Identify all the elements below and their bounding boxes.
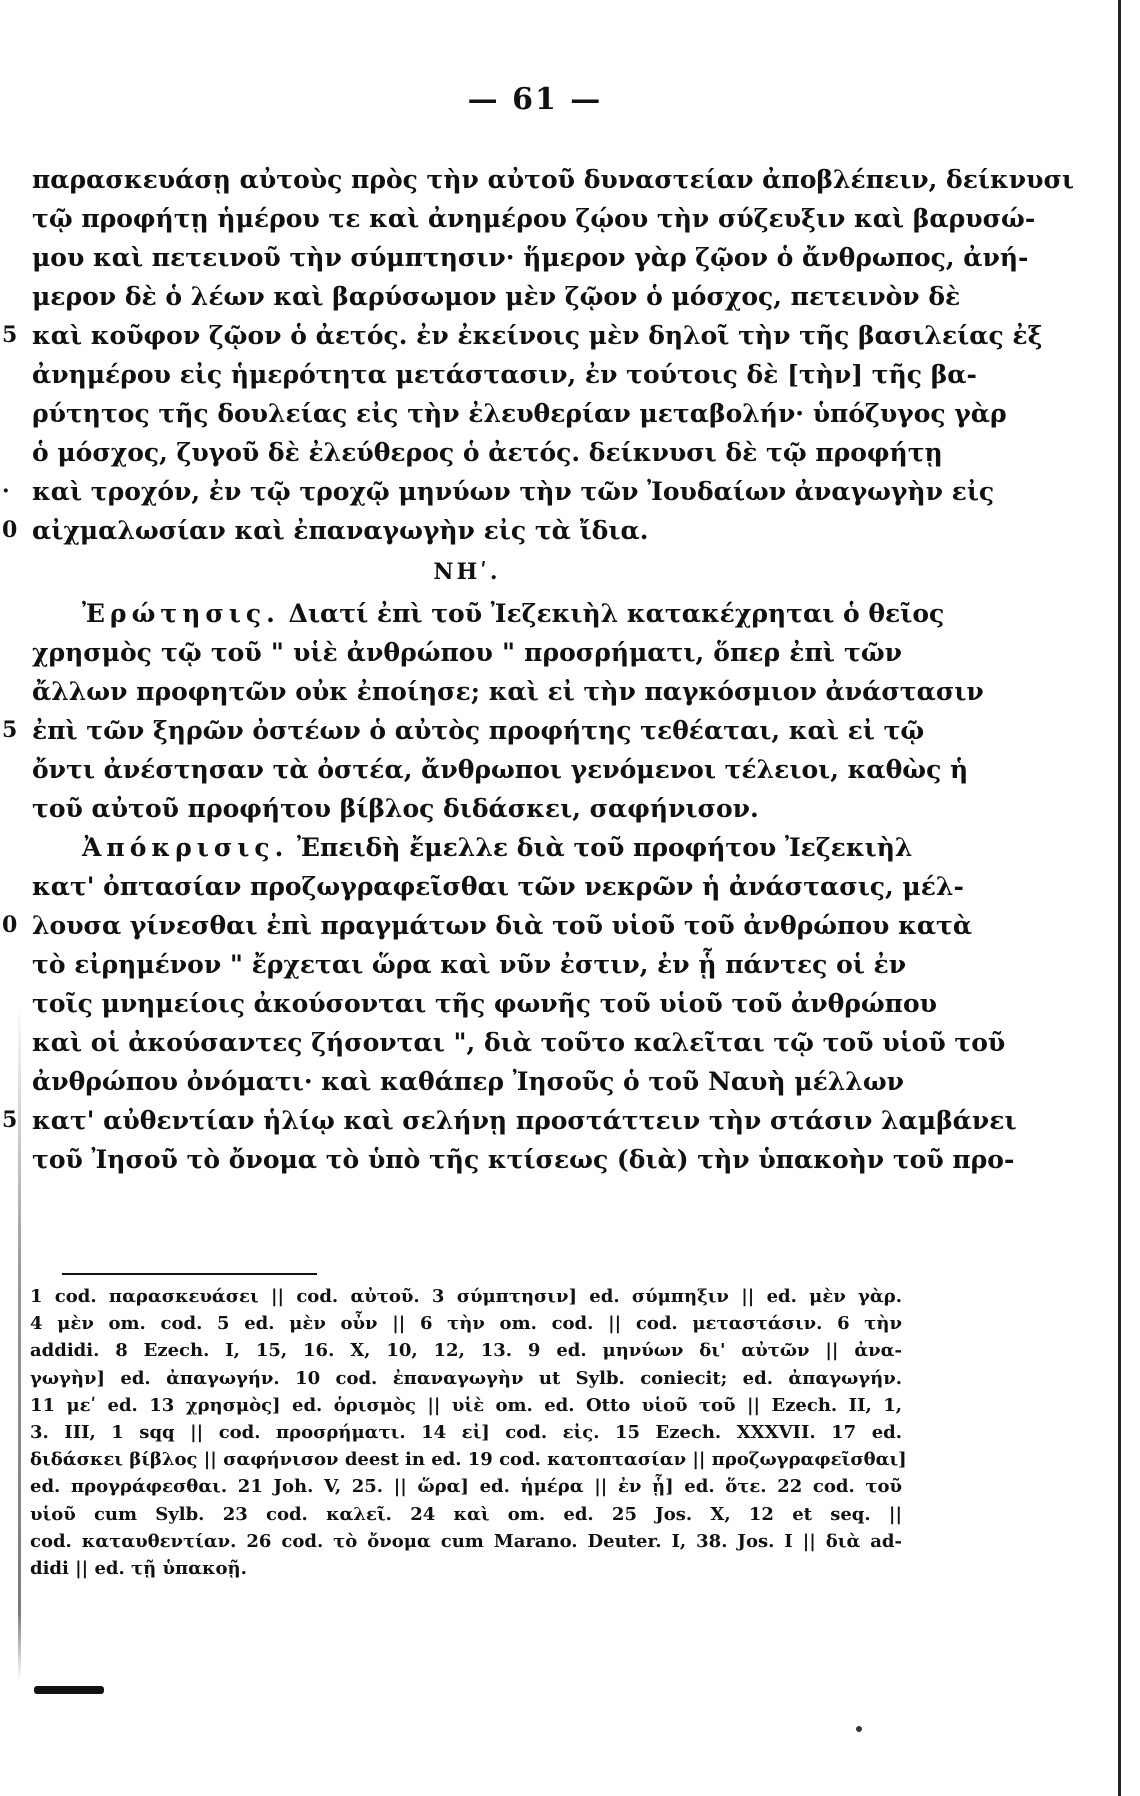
question-label: Ἐρώτησις. [82,599,280,628]
question-line [32,633,902,672]
scan-ink-mark [34,1686,104,1694]
footnote-line: 1 cod. παρασκευάσει || cod. αὐτοῦ. 3 σύμπτησιν] ed. σύμπηξιν || ed. μὲν γὰρ. [30,1286,902,1307]
answer-label: Ἀπόκρισις. [82,833,289,862]
body-line [2,511,902,550]
footnote-line: 3. III, 1 sqq || cod. προσρήματι. 14 εἰ] cod. εἰς. 15 Ezech. XXXVII. 17 ed. [30,1421,902,1443]
body-line-text: ἀνημέρου εἰς ἡμερότητα μετάστασιν, ἐν τούτοις δὲ [τὴν] τῆς βα- [32,360,977,389]
body-line-text: τῷ προφήτῃ ἡμέρου τε καὶ ἀνημέρου ζῴου τὴν σύζευξιν καὶ βαρυσώ- [32,204,1036,233]
answer-line-text: τοῦ Ἰησοῦ τὸ ὄνομα τὸ ὑπὸ τῆς κτίσεως (διὰ) τὴν ὑπακοὴν τοῦ προ- [32,1145,1015,1174]
answer-line-text: τὸ εἰρημένον " ἔρχεται ὥρα καὶ νῦν ἐστιν, ἐν ᾗ πάντες οἱ ἐν [32,950,907,979]
answer-line [2,906,973,945]
footnote-line: addidi. 8 Ezech. I, 15, 16. X, 10, 12, 13. 9 ed. μηνύων δι' αὐτῶν || ἀνα- [30,1340,902,1362]
footnote-line: 11 μεʹ ed. 13 χρησμὸς] ed. ὁρισμὸς || υἱὲ om. ed. Otto υἱοῦ τοῦ || Ezech. II, 1, [30,1394,902,1416]
answer-line [32,1023,1006,1062]
question-line-text: χρησμὸς τῷ τοῦ " υἱὲ ἀνθρώπου " προσρήματι, ὅπερ ἐπὶ τῶν [32,638,902,667]
question-line-text: ὄντι ἀνέστησαν τὰ ὀστέα, ἄνθρωποι γενόμενοι τέλειοι, καθὼς ἡ [32,755,969,784]
page-binding-edge [1118,0,1121,1796]
question-line-text: ἄλλων προφητῶν οὐκ ἐποίησε; καὶ εἰ τὴν παγκόσμιον ἀνάστασιν [32,677,984,706]
footnote-line: ed. προγράφεσθαι. 21 Joh. V, 25. || ὥρα] ed. ἡμέρα || ἐν ᾗ] ed. ὅτε. 22 cod. τοῦ [30,1476,902,1498]
answer-line [32,945,907,984]
body-line-text: καὶ τροχόν, ἐν τῷ τροχῷ μηνύων τὴν τῶν Ἰουδαίων ἀναγωγὴν εἰς [32,477,995,506]
line-number: · [2,478,10,504]
scan-margin-shadow [18,1000,21,1680]
body-line [32,433,943,472]
critical-apparatus [30,1283,907,1582]
footnote-divider [62,1273,317,1275]
body-line-text: παρασκευάσῃ αὐτοὺς πρὸς τὴν αὐτοῦ δυναστείαν ἀποβλέπειν, δείκνυσι [32,165,1074,194]
question-line [32,672,984,711]
section-number: ΝΗʹ. [433,559,501,585]
answer-line-text: κατ' ὀπτασίαν προζωγραφεῖσθαι τῶν νεκρῶν ἡ ἀνάστασις, μέλ- [32,872,964,901]
body-line-text: καὶ κοῦφον ζῷον ὁ ἀετός. ἐν ἐκείνοις μὲν δηλοῖ τὴν τῆς βασιλείας ἐξ [32,321,1043,350]
scan-ink-dot [856,1726,862,1732]
body-line [32,394,1007,433]
answer-line-text: καὶ οἱ ἀκούσαντες ζήσονται ", διὰ τοῦτο καλεῖται τῷ τοῦ υἱοῦ τοῦ [32,1028,1006,1057]
question-line [2,711,925,750]
body-line-text: αἰχμαλωσίαν καὶ ἐπαναγωγὴν εἰς τὰ ἴδια. [32,516,649,545]
question-line-text: τοῦ αὐτοῦ προφήτου βίβλος διδάσκει, σαφήνισον. [32,794,759,823]
body-line [32,199,1036,238]
footnote-line: διδάσκει βίβλος || σαφήνισον deest in ed. 19 cod. κατοπτασίαν || προζωγραφεῖσθαι] [30,1449,907,1471]
body-line-text: μου καὶ πετεινοῦ τὴν σύμπτησιν· ἥμερον γὰρ ζῷον ὁ ἄνθρωπος, ἀνή- [32,243,1029,272]
line-number: 0 [2,517,18,543]
answer-line [32,1062,902,1101]
footnote-line: cod. καταυθεντίαν. 26 cod. τὸ ὄνομα cum Marano. Deuter. I, 38. Jos. I || διὰ ad- [30,1530,902,1552]
main-text [2,160,1074,1179]
footnote-line: υἱοῦ cum Sylb. 23 cod. καλεῖ. 24 καὶ om. ed. 25 Jos. X, 12 et seq. || [30,1503,902,1525]
body-line [32,277,961,316]
answer-line-text: κατ' αὐθεντίαν ἡλίῳ καὶ σελήνῃ προστάττειν τὴν στάσιν λαμβάνει [32,1106,1017,1135]
answer-line-text: ἀνθρώπου ὀνόματι· καὶ καθάπερ Ἰησοῦς ὁ τοῦ Ναυὴ μέλλων [32,1067,904,1096]
footnote-line: didi || ed. τῇ ὑπακοῇ. [30,1557,247,1579]
body-line-text: μερον δὲ ὁ λέων καὶ βαρύσωμον μὲν ζῷον ὁ μόσχος, πετεινὸν δὲ [32,282,961,311]
body-line [32,160,1074,199]
line-number: 5 [2,1107,18,1133]
body-line [2,472,995,511]
line-number: 0 [2,912,18,938]
answer-first-line [32,828,913,867]
line-number: 5 [2,717,18,743]
page-number: — 61 — [467,82,603,117]
question-first-line-text: Διατί ἐπὶ τοῦ Ἰεζεκιὴλ κατακέχρηται ὁ θεῖος [288,599,945,628]
body-line [2,316,1043,355]
answer-line [32,1140,1015,1179]
question-line-text: ἐπὶ τῶν ξηρῶν ὀστέων ὁ αὐτὸς προφήτης τεθέαται, καὶ εἰ τῷ [32,716,925,745]
answer-line-text: τοῖς μνημείοις ἀκούσονται τῆς φωνῆς τοῦ υἱοῦ τοῦ ἀνθρώπου [32,989,938,1018]
question-line [32,789,902,828]
body-line [32,355,977,394]
footnote-line: γωγὴν] ed. ἀπαγωγήν. 10 cod. ἐπαναγωγὴν ut Sylb. coniecit; ed. ἀπαγωγήν. [30,1367,902,1389]
answer-line [2,1101,1017,1140]
body-line [32,238,1029,277]
question-first-line [32,594,945,633]
answer-line-text: λουσα γίνεσθαι ἐπὶ πραγμάτων διὰ τοῦ υἱοῦ τοῦ ἀνθρώπου κατὰ [32,911,973,940]
body-line-text: ὁ μόσχος, ζυγοῦ δὲ ἐλεύθερος ὁ ἀετός. δείκνυσι δὲ τῷ προφήτῃ [32,438,943,467]
answer-line [32,867,964,906]
answer-line [32,984,938,1023]
body-line-text: ρύτητος τῆς δουλείας εἰς τὴν ἐλευθερίαν μεταβολήν· ὑπόζυγος γὰρ [32,399,1007,428]
question-line [32,750,969,789]
answer-first-line-text: Ἐπειδὴ ἔμελλε διὰ τοῦ προφήτου Ἰεζεκιὴλ [297,833,913,862]
line-number: 5 [2,322,18,348]
footnote-line: 4 μὲν om. cod. 5 ed. μὲν οὖν || 6 τὴν om. cod. || cod. μεταστάσιν. 6 τὴν [30,1313,902,1335]
